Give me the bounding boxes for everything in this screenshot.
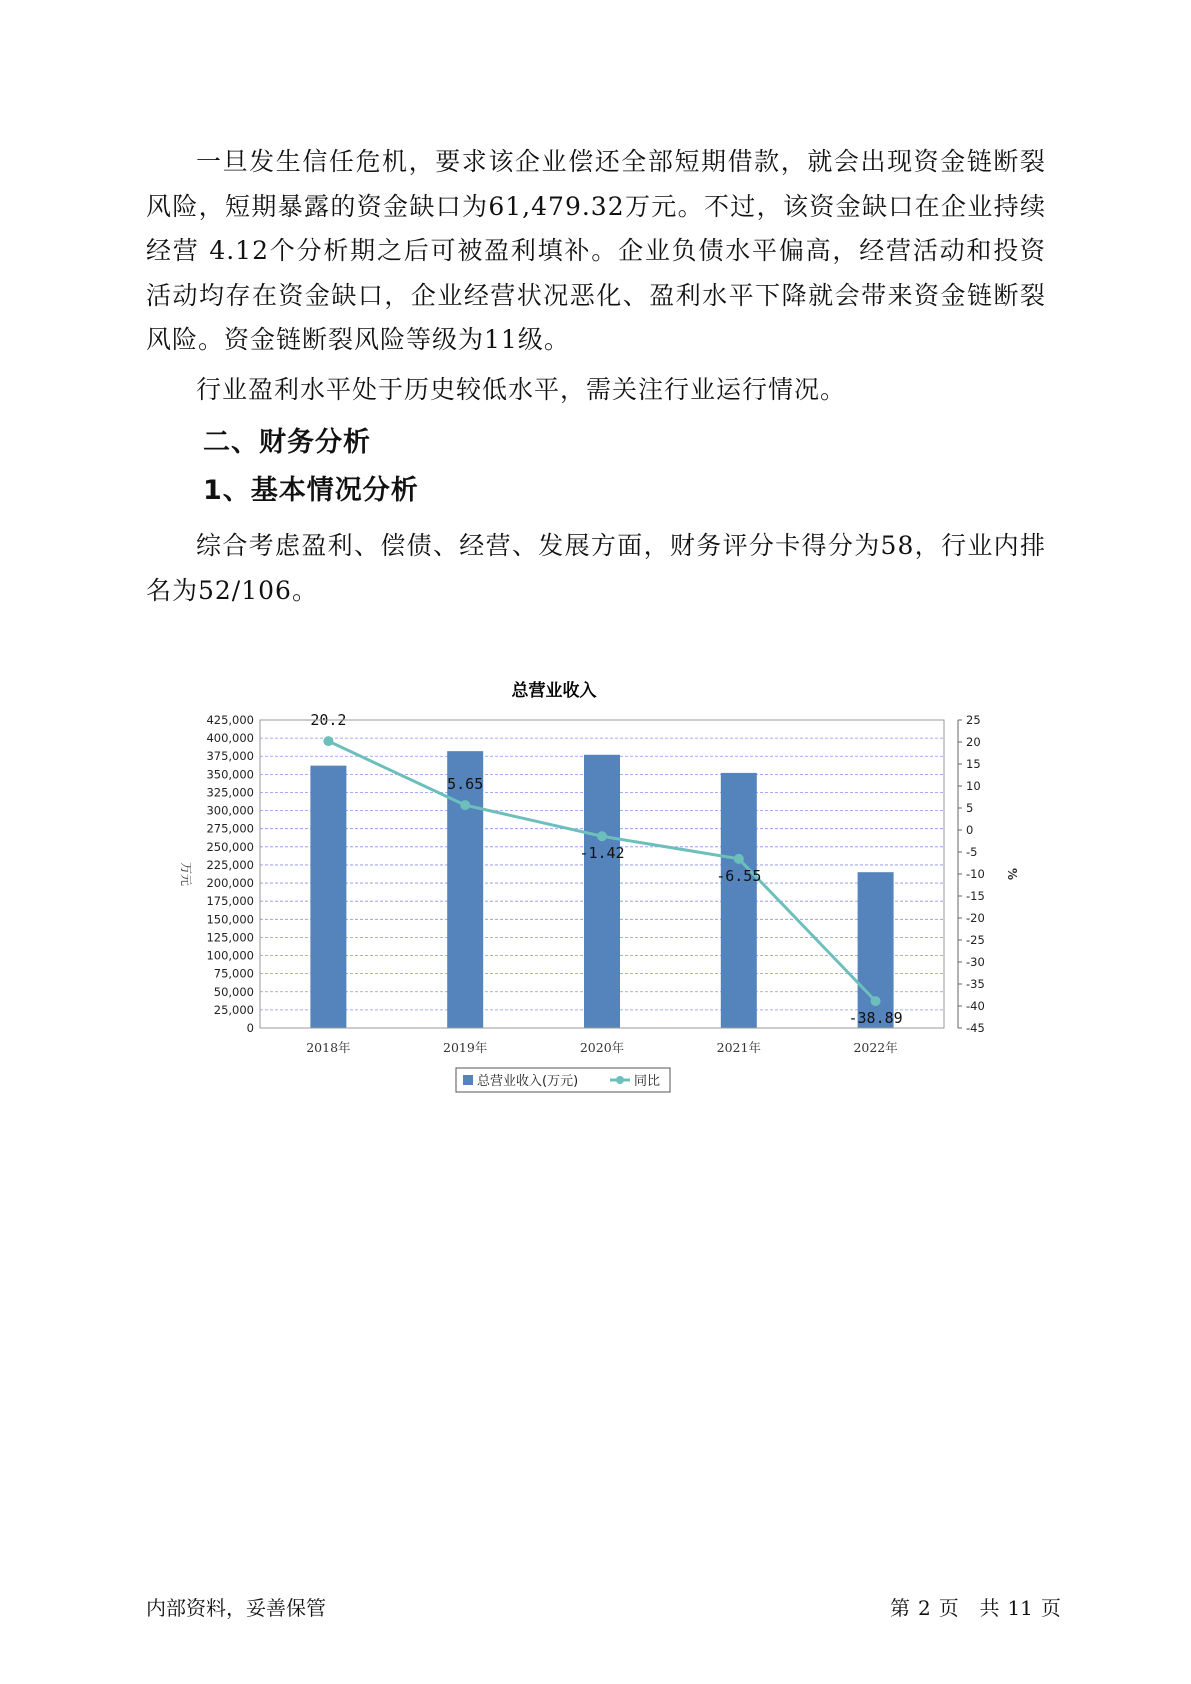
legend-swatch-dot	[616, 1076, 624, 1084]
x-tick-label: 2019年	[443, 1040, 488, 1055]
yoy-point	[323, 736, 333, 746]
legend-label-revenue: 总营业收入(万元)	[477, 1074, 579, 1089]
y-right-tick-label: 0	[966, 823, 974, 837]
y-right-tick-label: 5	[966, 801, 974, 815]
y-left-axis-title: 万元	[179, 861, 193, 887]
y-right-tick-label: 20	[966, 735, 981, 749]
revenue-bar	[584, 755, 620, 1028]
chart-legend	[456, 1068, 670, 1092]
y-left-tick-label: 75,000	[213, 966, 254, 981]
risk-paragraph: 一旦发生信任危机，要求该企业偿还全部短期借款，就会出现资金链断裂风险，短期暴露的资金缺口为61,479.32万元。不过，该资金缺口在企业持续经营 4.12个分析期之后可被盈利填补。企业负债水平偏高，经营活动和投资活动均存在资金缺口，企业经营状况恶化、盈利水平下降就会带来资金链断裂风险。资金链断裂风险等级为11级。	[146, 147, 1046, 354]
yoy-data-label: 5.65	[447, 775, 484, 794]
y-right-tick-label: -20	[966, 911, 985, 925]
footer-page-info	[890, 1592, 1069, 1621]
yoy-point	[460, 800, 470, 810]
page-number: 2	[918, 1596, 931, 1620]
y-right-tick-label: 15	[966, 757, 981, 771]
y-right-tick-label: -5	[966, 845, 978, 859]
section-heading: 二、财务分析	[203, 427, 371, 458]
footer-confidential: 内部资料，妥善保管	[146, 1596, 326, 1620]
y-left-tick-label: 350,000	[206, 767, 254, 782]
y-right-tick-label: -30	[966, 955, 985, 969]
y-right-axis-title: %	[1005, 867, 1019, 881]
page-prefix: 第	[890, 1596, 910, 1620]
y-right-tick-label: -10	[966, 867, 985, 881]
yoy-point	[597, 831, 607, 841]
y-left-tick-label: 200,000	[206, 876, 254, 891]
industry-paragraph: 行业盈利水平处于历史较低水平，需关注行业运行情况。	[196, 375, 847, 404]
subsection-heading: 1、基本情况分析	[203, 475, 419, 506]
y-right-tick-label: -25	[966, 933, 985, 947]
y-right-tick-label: -35	[966, 977, 985, 991]
yoy-data-label: -38.89	[848, 1009, 903, 1028]
scorecard-paragraph: 综合考虑盈利、偿债、经营、发展方面，财务评分卡得分为58，行业内排名为52/106。	[146, 531, 1046, 605]
yoy-data-label: -1.42	[579, 844, 625, 863]
chart-title: 总营业收入	[511, 681, 597, 701]
y-left-tick-label: 425,000	[206, 713, 254, 727]
legend-label-yoy: 同比	[634, 1074, 661, 1089]
y-left-tick-label: 0	[246, 1021, 254, 1035]
total-label: 页	[1040, 1596, 1061, 1620]
yoy-data-label: 20.2	[310, 711, 347, 730]
revenue-bar	[721, 773, 757, 1028]
y-left-tick-label: 25,000	[213, 1002, 254, 1017]
legend-swatch-bar	[463, 1075, 473, 1085]
y-right-tick-label: -15	[966, 889, 985, 903]
y-left-tick-label: 275,000	[206, 821, 254, 836]
total-prefix: 共	[979, 1596, 1000, 1620]
revenue-bar	[310, 766, 346, 1028]
x-tick-label: 2021年	[716, 1040, 761, 1055]
y-left-tick-label: 300,000	[206, 803, 254, 818]
yoy-point	[871, 996, 881, 1006]
y-left-tick-label: 225,000	[206, 857, 254, 872]
total-pages: 11	[1007, 1596, 1033, 1620]
y-left-tick-label: 400,000	[206, 731, 254, 746]
revenue-chart	[170, 680, 1019, 1089]
y-left-tick-label: 50,000	[213, 984, 254, 999]
y-left-tick-label: 150,000	[206, 912, 254, 927]
x-tick-label: 2018年	[306, 1040, 351, 1055]
y-right-tick-label: 10	[966, 779, 981, 793]
y-left-tick-label: 175,000	[206, 894, 254, 909]
page-label: 页	[938, 1596, 959, 1620]
y-left-tick-label: 100,000	[206, 948, 254, 963]
y-left-tick-label: 375,000	[206, 749, 254, 764]
yoy-point	[734, 854, 744, 864]
yoy-data-label: -6.55	[716, 866, 762, 885]
y-left-tick-label: 125,000	[206, 930, 254, 945]
y-right-tick-label: -45	[966, 1021, 985, 1035]
x-tick-label: 2022年	[853, 1040, 898, 1055]
y-left-tick-label: 250,000	[206, 839, 254, 854]
y-right-tick-label: 25	[966, 713, 981, 727]
x-tick-label: 2020年	[579, 1040, 625, 1055]
y-right-tick-label: -40	[966, 999, 985, 1013]
y-left-tick-label: 325,000	[206, 785, 254, 800]
